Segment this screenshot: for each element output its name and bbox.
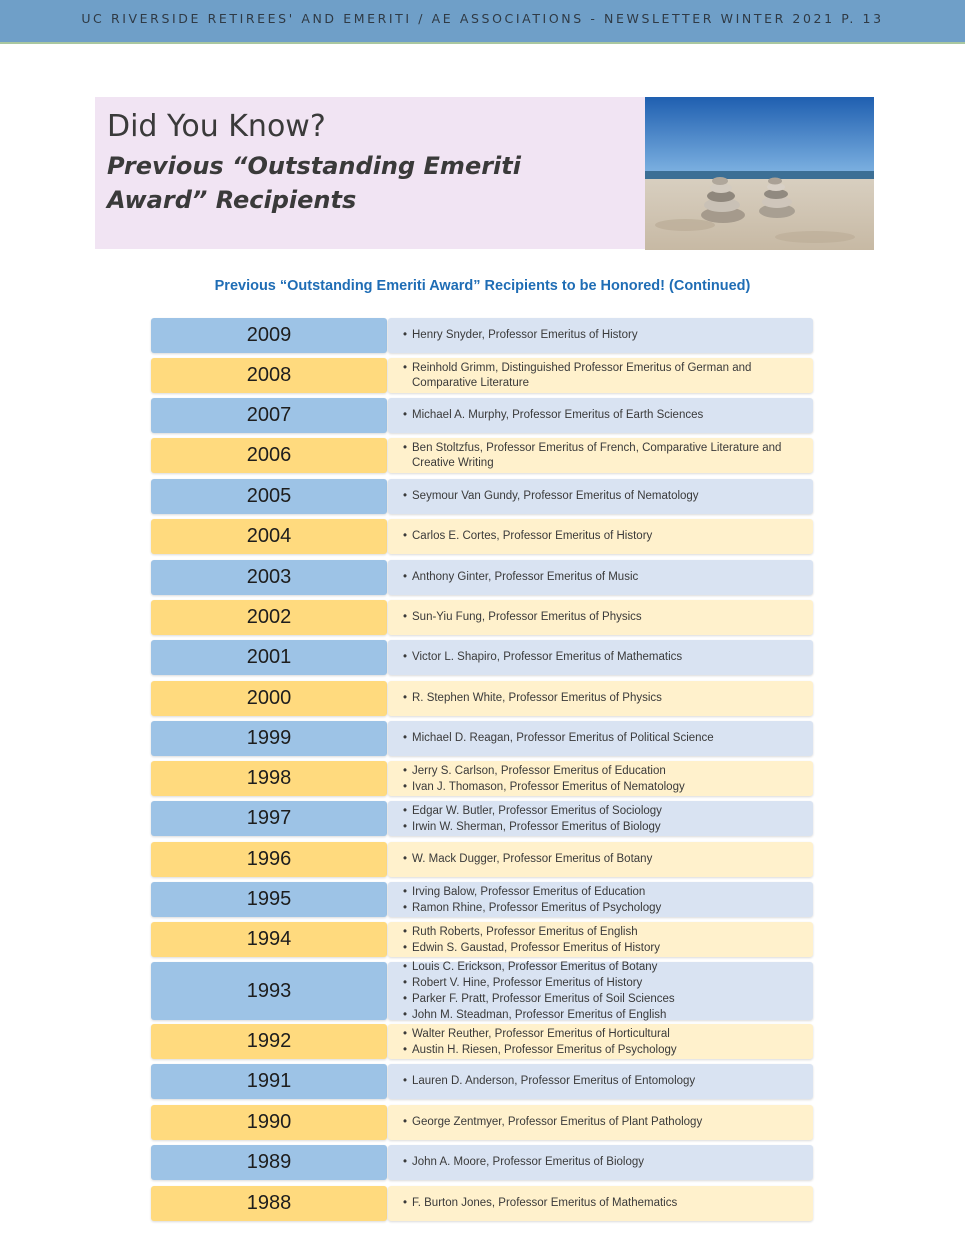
award-row — [151, 1024, 814, 1059]
award-year: 1991 — [151, 1064, 387, 1099]
award-year: 1993 — [151, 962, 387, 1020]
recipient-name: • Michael D. Reagan, Professor Emeritus of Political Science — [412, 731, 803, 746]
recipient-name: • Irwin W. Sherman, Professor Emeritus of Biology — [412, 819, 803, 835]
award-year: 1988 — [151, 1186, 387, 1221]
recipient-name: • Ramon Rhine, Professor Emeritus of Psychology — [412, 900, 803, 916]
award-year: 1997 — [151, 801, 387, 836]
award-year: 2001 — [151, 640, 387, 675]
award-year: 2004 — [151, 519, 387, 554]
recipient-name: • Carlos E. Cortes, Professor Emeritus of History — [412, 529, 803, 544]
award-recipients — [388, 962, 813, 1020]
recipient-name: • Edwin S. Gaustad, Professor Emeritus of History — [412, 940, 803, 956]
award-row — [151, 1145, 814, 1180]
recipient-name: • George Zentmyer, Professor Emeritus of Plant Pathology — [412, 1115, 803, 1130]
award-row — [151, 438, 814, 473]
award-recipients — [388, 600, 813, 635]
award-recipients — [388, 1145, 813, 1180]
award-year: 2008 — [151, 358, 387, 393]
award-year: 1994 — [151, 922, 387, 957]
award-recipients — [388, 560, 813, 595]
award-recipients — [388, 761, 813, 796]
newsletter-header-text: UC RIVERSIDE RETIREES' AND EMERITI / AE ASSOCIATIONS - NEWSLETTER WINTER 2021 P. 13 — [81, 11, 884, 26]
award-row — [151, 882, 814, 917]
recipient-name: • Lauren D. Anderson, Professor Emeritus of Entomology — [412, 1074, 803, 1089]
award-recipients — [388, 519, 813, 554]
recipient-name: • John A. Moore, Professor Emeritus of Biology — [412, 1155, 803, 1170]
intro-title: Did You Know? — [107, 109, 326, 144]
award-year: 1990 — [151, 1105, 387, 1140]
award-recipients — [388, 318, 813, 353]
award-recipients — [388, 922, 813, 957]
recipient-name: • Michael A. Murphy, Professor Emeritus of Earth Sciences — [412, 408, 803, 423]
award-row — [151, 801, 814, 836]
award-row — [151, 681, 814, 716]
award-recipients — [388, 438, 813, 473]
award-row — [151, 519, 814, 554]
award-year: 1992 — [151, 1024, 387, 1059]
award-row — [151, 761, 814, 796]
award-year: 1995 — [151, 882, 387, 917]
recipient-name: • Jerry S. Carlson, Professor Emeritus of Education — [412, 763, 803, 779]
award-recipients — [388, 479, 813, 514]
recipient-name: • F. Burton Jones, Professor Emeritus of Mathematics — [412, 1196, 803, 1211]
award-row — [151, 1186, 814, 1221]
award-row — [151, 358, 814, 393]
recipient-name: • John M. Steadman, Professor Emeritus of English — [412, 1007, 803, 1023]
award-year: 2007 — [151, 398, 387, 433]
award-recipients — [388, 842, 813, 877]
award-recipients — [388, 358, 813, 393]
award-row — [151, 842, 814, 877]
award-recipients — [388, 1105, 813, 1140]
recipient-name: • Robert V. Hine, Professor Emeritus of History — [412, 975, 803, 991]
award-year: 1996 — [151, 842, 387, 877]
recipient-name: • Ivan J. Thomason, Professor Emeritus of Nematology — [412, 779, 803, 795]
recipient-name: • Sun-Yiu Fung, Professor Emeritus of Physics — [412, 610, 803, 625]
award-recipients — [388, 882, 813, 917]
award-year: 2003 — [151, 560, 387, 595]
award-year: 1999 — [151, 721, 387, 756]
recipient-name: • W. Mack Dugger, Professor Emeritus of Botany — [412, 852, 803, 867]
award-row — [151, 721, 814, 756]
recipient-name: • Anthony Ginter, Professor Emeritus of Music — [412, 570, 803, 585]
award-recipients — [388, 398, 813, 433]
recipient-name: • Seymour Van Gundy, Professor Emeritus of Nematology — [412, 489, 803, 504]
award-row — [151, 398, 814, 433]
award-recipients — [388, 801, 813, 836]
recipient-name: • Austin H. Riesen, Professor Emeritus of Psychology — [412, 1042, 803, 1058]
award-year: 2002 — [151, 600, 387, 635]
award-row — [151, 600, 814, 635]
award-row — [151, 479, 814, 514]
award-year: 2006 — [151, 438, 387, 473]
recipient-name: • Parker F. Pratt, Professor Emeritus of Soil Sciences — [412, 991, 803, 1007]
recipient-name: • Edgar W. Butler, Professor Emeritus of Sociology — [412, 803, 803, 819]
award-row — [151, 1064, 814, 1099]
award-row — [151, 962, 814, 1020]
recipient-name: • Louis C. Erickson, Professor Emeritus of Botany — [412, 959, 803, 975]
award-row — [151, 640, 814, 675]
award-recipients — [388, 681, 813, 716]
award-list — [151, 0, 814, 1239]
award-year: 1989 — [151, 1145, 387, 1180]
award-recipients — [388, 1024, 813, 1059]
recipient-name: • Ben Stoltzfus, Professor Emeritus of French, Comparative Literature and Creative Writing — [412, 441, 803, 471]
recipient-name: • R. Stephen White, Professor Emeritus of Physics — [412, 691, 803, 706]
award-recipients — [388, 721, 813, 756]
section-heading: Previous “Outstanding Emeriti Award” Recipients to be Honored! (Continued) — [214, 278, 751, 294]
recipient-name: • Reinhold Grimm, Distinguished Professor Emeritus of German and Comparative Literature — [412, 361, 803, 391]
recipient-name: • Ruth Roberts, Professor Emeritus of English — [412, 924, 803, 940]
award-row — [151, 318, 814, 353]
award-recipients — [388, 1186, 813, 1221]
recipient-name: • Irving Balow, Professor Emeritus of Education — [412, 884, 803, 900]
recipient-name: • Victor L. Shapiro, Professor Emeritus of Mathematics — [412, 650, 803, 665]
award-year: 2009 — [151, 318, 387, 353]
award-year: 2005 — [151, 479, 387, 514]
recipient-name: • Walter Reuther, Professor Emeritus of Horticultural — [412, 1026, 803, 1042]
award-recipients — [388, 1064, 813, 1099]
award-row — [151, 560, 814, 595]
award-row — [151, 922, 814, 957]
award-row — [151, 1105, 814, 1140]
award-year: 2000 — [151, 681, 387, 716]
intro-subtitle: Previous “Outstanding Emeriti Award” Recipients — [107, 152, 521, 214]
award-year: 1998 — [151, 761, 387, 796]
recipient-name: • Henry Snyder, Professor Emeritus of History — [412, 328, 803, 343]
award-recipients — [388, 640, 813, 675]
